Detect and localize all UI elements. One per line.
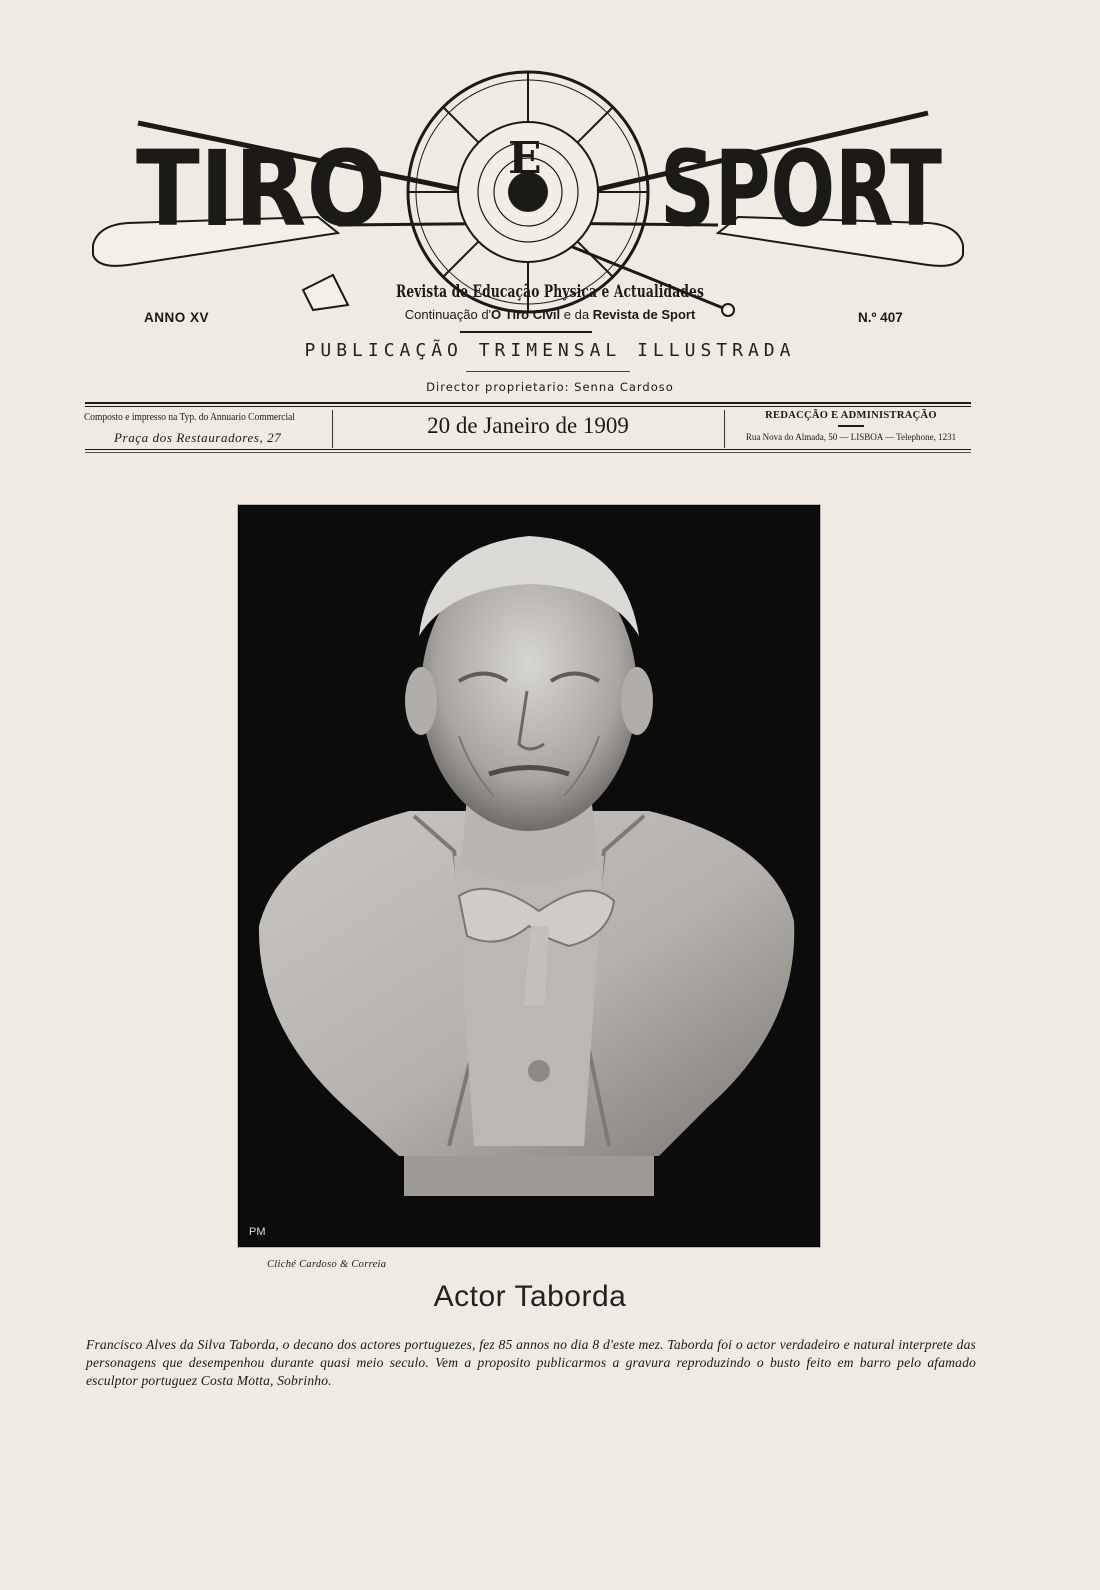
- band-rule-top: [85, 402, 971, 404]
- divider: [838, 425, 864, 427]
- caption-title: Actor Taborda: [433, 1280, 627, 1313]
- photo-credit: Cliché Cardoso & Correia: [267, 1259, 387, 1270]
- year-label: ANNO XV: [144, 310, 210, 325]
- bust-sculpture-icon: [239, 506, 819, 1246]
- engraver-initials: PM: [249, 1226, 266, 1238]
- printer-line: Composto e impresso na Typ. do Annuario Commercial: [84, 411, 295, 423]
- svg-text:SPORT: SPORT: [660, 128, 943, 250]
- office-address: Rua Nova do Almada, 50 — LISBOA — Telephone, 1231: [745, 432, 957, 443]
- svg-text:TIRO: TIRO: [136, 128, 386, 250]
- divider: [460, 331, 592, 333]
- office-title: REDACÇÃO E ADMINISTRAÇÃO: [765, 410, 937, 421]
- issue-number: N.º 407: [858, 310, 903, 325]
- masthead-continuation: Continuação d'O Tiro Civil e da Revista de Sport: [404, 307, 696, 322]
- bust-photograph: [238, 505, 820, 1247]
- svg-text:E: E: [508, 133, 542, 184]
- printer-address: Praça dos Restauradores, 27: [114, 430, 282, 445]
- band-separator: [724, 410, 725, 448]
- divider: [466, 371, 630, 372]
- masthead-subtitle: Revista de Educação Physica e Actualidades: [395, 282, 705, 302]
- publication-frequency: PUBLICAÇÃO TRIMENSAL ILLUSTRADA: [304, 340, 796, 361]
- band-rule-top-thin: [85, 406, 971, 407]
- band-rule-bottom: [85, 449, 971, 450]
- band-rule-bottom-thin: [85, 452, 971, 453]
- director-line: Director proprietario: Senna Cardoso: [426, 380, 674, 394]
- issue-date: 20 de Janeiro de 1909: [427, 413, 629, 438]
- caption-body: Francisco Alves da Silva Taborda, o decano dos actores portuguezes, fez 85 annos no dia 8 d'este mez. Taborda foi o actor verdadeiro e natural interprete das personagens que desempenhou durante quasi meio seculo. Vem a proposito publicarmos a gravura reproduzindo o busto feito em barro pelo afamado esculptor portuguez Costa Motta, Sobrinho.: [86, 1337, 976, 1388]
